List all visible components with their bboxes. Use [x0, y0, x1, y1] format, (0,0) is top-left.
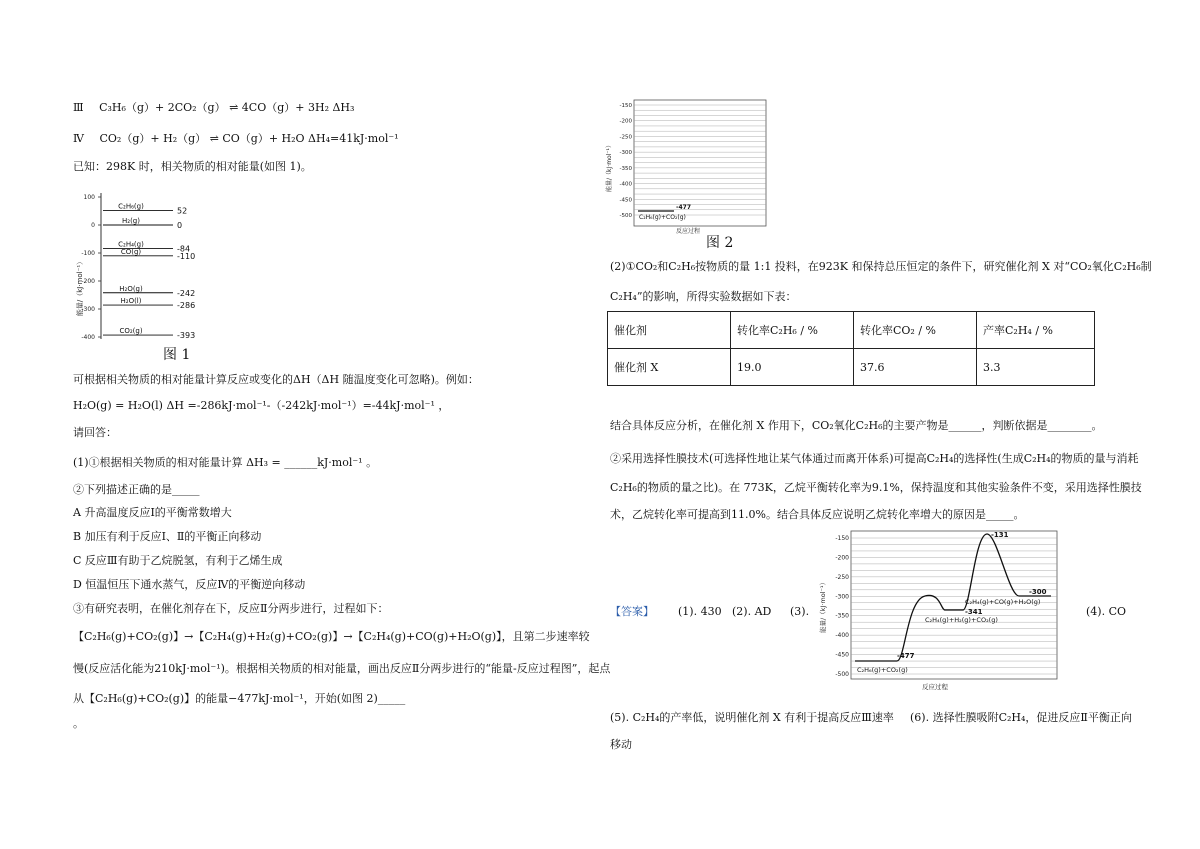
grid-tick-label: -400 [619, 181, 632, 188]
fig1-level-name: H₂O(g) [119, 284, 143, 293]
grid-tick-label: -450 [835, 651, 849, 659]
grid-tick-label: -300 [835, 593, 849, 601]
answer-1: (1). 430 [678, 605, 722, 618]
question-3: ③有研究表明，在催化剂存在下，反应Ⅱ分两步进行，过程如下： [73, 602, 389, 615]
figure-3-energy-profile [815, 528, 1065, 693]
figure-1-energy-levels [73, 187, 233, 362]
fig3-ylabel: 能量/（kJ·mol⁻¹） [819, 578, 827, 634]
option-b: B 加压有利于反应Ⅰ、Ⅱ的平衡正向移动 [73, 530, 262, 543]
reaction-path-line-3: 从【C₂H₆(g)+CO₂(g)】的能量−477kJ·mol⁻¹，开始(如图 2)_____ [73, 692, 406, 705]
fig1-ticks [81, 194, 101, 341]
reaction-path-line-1: 【C₂H₆(g)+CO₂(g)】→【C₂H₄(g)+H₂(g)+CO₂(g)】→【C₂H₄(g)+CO(g)+H₂O(g)】，且第二步速率较 [73, 630, 590, 643]
answer-2: (2). AD [732, 605, 772, 618]
fig1-tick-label: -300 [81, 306, 95, 313]
answer-4: (4). CO [1086, 605, 1127, 618]
grid-tick-label: -400 [835, 632, 849, 640]
table-cell: 37.6 [854, 349, 977, 386]
fig3-mid-value: -341 [965, 608, 983, 616]
question-2-intro: (2)①CO₂和C₂H₆按物质的量 1:1 投料，在923K 和保持总压恒定的条件下，研究催化剂 X 对“CO₂氧化C₂H₆制 [610, 260, 1152, 273]
grid-tick-label: -350 [619, 165, 632, 172]
fig3-mid-label: C₂H₄(g)+H₂(g)+CO₂(g) [925, 616, 998, 624]
answer-3: (3). [790, 605, 810, 618]
question-2-intro-2: C₂H₄”的影响，所得实验数据如下表： [610, 290, 797, 303]
fig1-level-name: C₂H₆(g) [118, 202, 144, 211]
table-header-cell: 转化率C₂H₆ / % [731, 312, 854, 349]
trailing-dot: 。 [73, 717, 84, 730]
fig1-level-name: H₂(g) [122, 217, 140, 225]
fig3-end-label: C₂H₄(g)+CO(g)+H₂O(g) [965, 598, 1041, 606]
grid-tick-label: -450 [619, 197, 632, 204]
table-cell: 3.3 [977, 349, 1095, 386]
analysis-question: 结合具体反应分析，在催化剂 X 作用下，CO₂氧化C₂H₆的主要产物是______，判断依据是________。 [610, 419, 1103, 432]
question-2b-line-1: ②采用选择性膜技术(可选择性地让某气体通过而离开体系)可提高C₂H₄的选择性(生成C₂H₄的物质的量与消耗 [610, 452, 1139, 465]
please-answer: 请回答： [73, 426, 117, 439]
grid-tick-label: -200 [619, 118, 632, 125]
fig1-ylabel: 能量/（kJ·mol⁻¹） [76, 257, 84, 317]
figure-1-caption: 图 1 [163, 347, 191, 363]
equation-3-text: C₃H₆（g）+ 2CO₂（g） ⇌ 4CO（g）+ 3H₂ ΔH₃ [99, 101, 355, 114]
grid-tick-label: -250 [835, 573, 849, 581]
intro-text: 可根据相关物质的相对能量计算反应或变化的ΔH（ΔH 随温度变化可忽略)。例如： [73, 373, 479, 386]
table-header-cell: 产率C₂H₄ / % [977, 312, 1095, 349]
grid-tick-label: -300 [619, 150, 632, 157]
fig1-level-name: CO₂(g) [119, 327, 143, 336]
table-row [608, 349, 1095, 386]
fig1-tick-label: 100 [83, 194, 95, 201]
answer-6: (6). 选择性膜吸附C₂H₄，促进反应Ⅱ平衡正向 [910, 711, 1132, 724]
fig1-level-value: -242 [177, 288, 196, 298]
question-2: ②下列描述正确的是_____ [73, 483, 200, 496]
table-header-row [608, 312, 1095, 349]
fig1-tick-label: -400 [81, 334, 95, 341]
fig3-start-label: C₂H₆(g)+CO₂(g) [857, 666, 908, 674]
fig3-xlabel: 反应过程 [922, 683, 948, 691]
option-a: A 升高温度反应Ⅰ的平衡常数增大 [73, 506, 232, 519]
fig1-level-value: -84 [177, 244, 191, 254]
fig1-tick-label: 0 [91, 222, 95, 229]
grid-tick-label: -250 [619, 134, 632, 141]
fig2-start-value: -477 [676, 204, 692, 211]
fig1-level-value: 0 [177, 221, 183, 230]
answer-5: (5). C₂H₄的产率低，说明催化剂 X 有利于提高反应Ⅲ速率 [610, 711, 894, 724]
option-d: D 恒温恒压下通水蒸气，反应Ⅳ的平衡逆向移动 [73, 578, 306, 591]
fig1-level-name: CO(g) [120, 247, 142, 256]
fig1-tick-label: -100 [81, 250, 95, 257]
fig3-end-value: -300 [1029, 588, 1047, 596]
fig3-grid [835, 535, 1057, 678]
fig3-start-value: -477 [897, 652, 915, 660]
question-2b-line-2: C₂H₆的物质的量之比)。在 773K，乙烷平衡转化率为9.1%，保持温度和其他实验条件不变，采用选择性膜技 [610, 481, 1142, 494]
table-cell: 19.0 [731, 349, 854, 386]
fig1-level-value: 52 [177, 206, 188, 216]
known-condition: 已知：298K 时，相关物质的相对能量(如图 1)。 [73, 160, 312, 173]
equation-3-label: Ⅲ [73, 101, 84, 114]
grid-tick-label: -150 [619, 103, 632, 109]
table-cell: 催化剂 X [608, 349, 731, 386]
figure-2-caption: 图 2 [706, 235, 734, 251]
option-c: C 反应Ⅲ有助于乙烷脱氢，有利于乙烯生成 [73, 554, 283, 567]
fig1-levels [103, 202, 195, 340]
equation-3 [73, 101, 354, 115]
grid-tick-label: -500 [619, 213, 632, 219]
fig1-level-name: H₂O(l) [120, 297, 142, 306]
grid-tick-label: -200 [835, 554, 849, 562]
reaction-path-line-2: 慢(反应活化能为210kJ·mol⁻¹)。根据相关物质的相对能量，画出反应Ⅱ分两步进行的“能量-反应过程图”，起点 [73, 662, 611, 675]
grid-tick-label: -150 [835, 535, 849, 542]
question-1: (1)①根据相关物质的相对能量计算 ΔH₃ = ______kJ·mol⁻¹ 。 [73, 456, 378, 469]
table-header-cell: 转化率CO₂ / % [854, 312, 977, 349]
grid-tick-label: -350 [835, 612, 849, 620]
figure-2-blank-plot [604, 97, 774, 237]
grid-tick-label: -500 [835, 671, 849, 678]
answer-6-continued: 移动 [610, 738, 632, 751]
answer-tag: 【答案】 [610, 605, 654, 618]
equation-4 [73, 132, 399, 146]
fig2-xlabel: 反应过程 [675, 228, 701, 235]
fig2-start-label: C₂H₆(g)+CO₂(g) [639, 214, 686, 221]
example-equation: H₂O(g) = H₂O(l) ΔH =-286kJ·mol⁻¹-（-242kJ·mol⁻¹）=-44kJ·mol⁻¹ ， [73, 399, 450, 412]
experiment-table [607, 311, 1095, 386]
fig1-level-name: C₂H₄(g) [118, 240, 144, 249]
fig1-tick-label: -200 [81, 278, 95, 285]
fig2-frame [634, 100, 766, 226]
fig1-level-value: -286 [177, 301, 196, 311]
fig2-ylabel: 能量/（kJ·mol⁻¹） [606, 142, 613, 192]
equation-4-label: Ⅳ [73, 132, 84, 145]
fig2-grid [620, 103, 766, 219]
fig1-level-value: -110 [177, 251, 196, 261]
fig1-level-value: -393 [177, 331, 196, 341]
table-header-cell: 催化剂 [608, 312, 731, 349]
fig3-peak-value: -131 [991, 531, 1009, 539]
equation-4-text: CO₂（g）+ H₂（g） ⇌ CO（g）+ H₂O ΔH₄=41kJ·mol⁻¹ [99, 132, 399, 145]
question-2b-line-3: 术，乙烷转化率可提高到11.0%。结合具体反应说明乙烷转化率增大的原因是_____。 [610, 508, 1025, 521]
